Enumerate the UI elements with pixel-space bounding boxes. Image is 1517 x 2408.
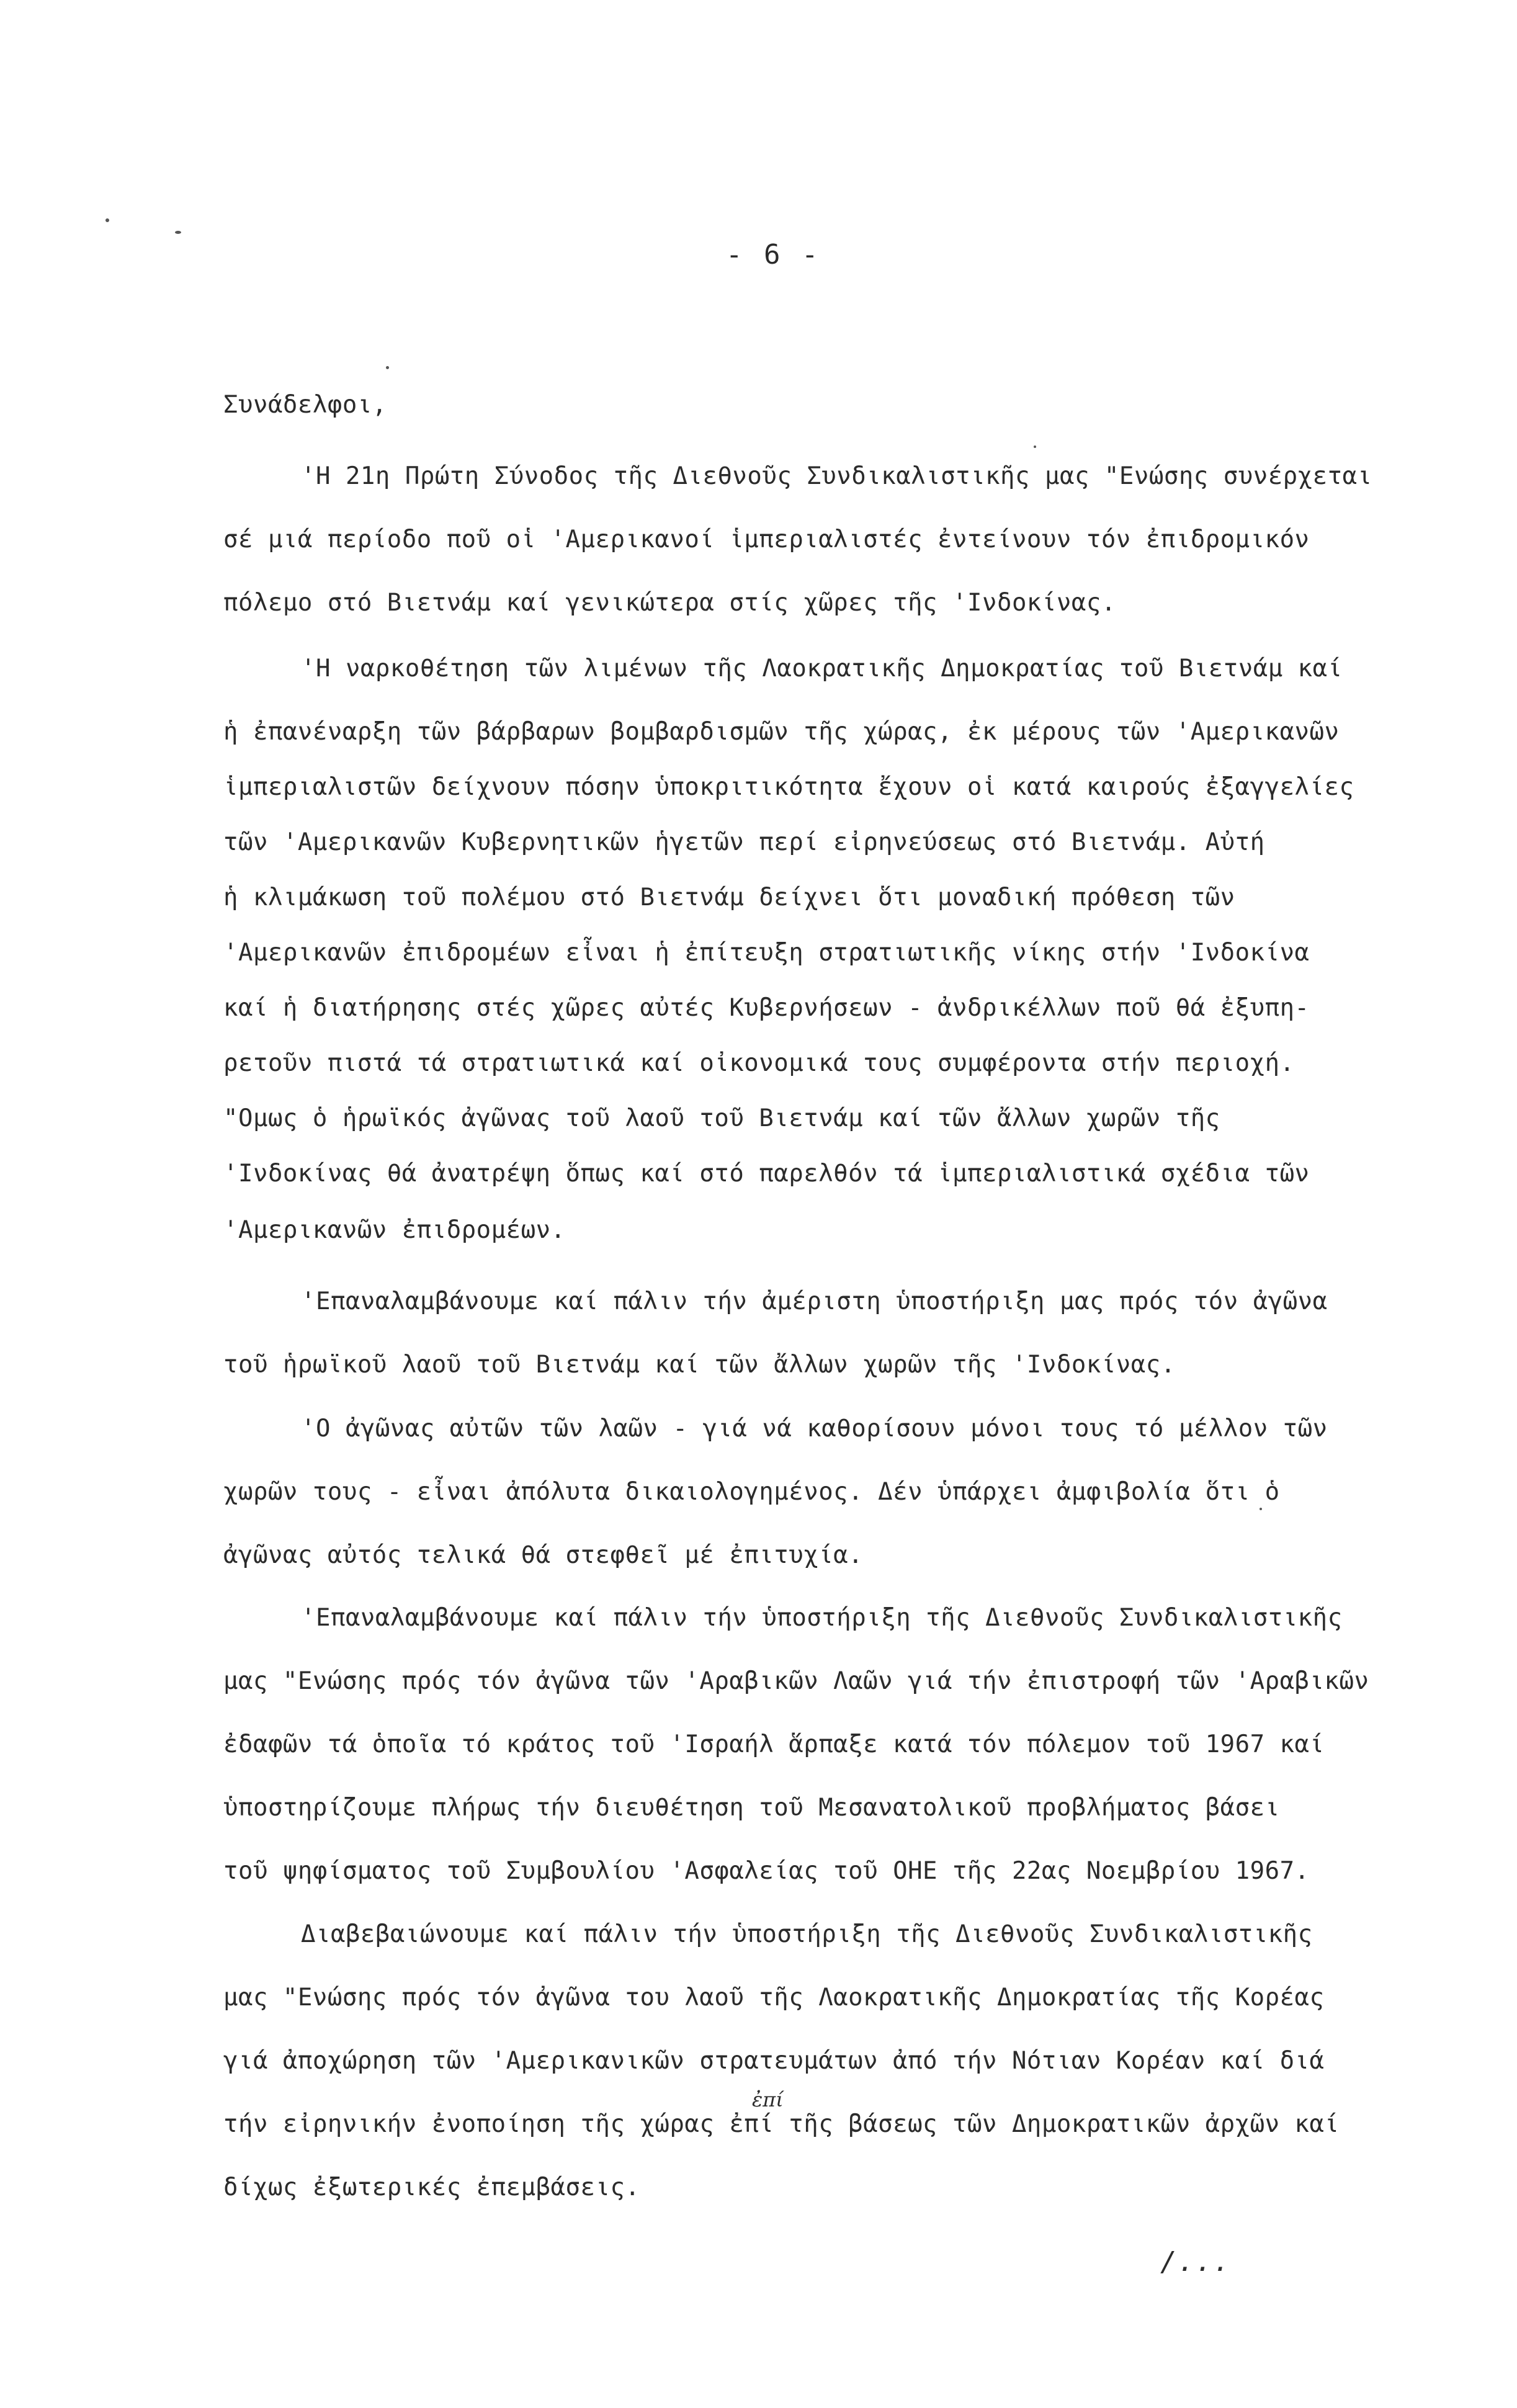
scan-speck [1034, 445, 1036, 448]
paragraph-5-line-1: 'Επαναλαμβάνουμε καί πάλιν τήν ὑποστήριξη τῆς Διεθνοῦς Συνδικαλιστικῆς [301, 1604, 1343, 1632]
paragraph-6-line-1: Διαβεβαιώνουμε καί πάλιν τήν ὑποστήριξη τῆς Διεθνοῦς Συνδικαλιστικῆς [301, 1920, 1313, 1948]
paragraph-3-line-1: 'Επαναλαμβάνουμε καί πάλιν τήν ἀμέριστη ὑποστήριξη μας πρός τόν ἀγῶνα [301, 1287, 1328, 1315]
salutation: Συνάδελφοι, [223, 391, 387, 419]
paragraph-2-line-6: 'Αμερικανῶν ἐπιδρομέων εἶναι ἡ ἐπίτευξη στρατιωτικῆς νίκης στήν 'Ινδοκίνα [223, 939, 1310, 967]
scan-speck [1260, 1508, 1262, 1510]
paragraph-1-line-1: 'Η 21η Πρώτη Σύνοδος τῆς Διεθνοῦς Συνδικαλιστικῆς μας "Ενώσης συνέρχεται [301, 462, 1372, 490]
paragraph-3-line-2: τοῦ ἡρωϊκοῦ λαοῦ τοῦ Βιετνάμ καί τῶν ἄλλων χωρῶν τῆς 'Ινδοκίνας. [223, 1351, 1176, 1379]
paragraph-5-line-5: τοῦ ψηφίσματος τοῦ Συμβουλίου 'Ασφαλείας τοῦ ΟΗΕ τῆς 22ας Νοεμβρίου 1967. [223, 1857, 1310, 1885]
paragraph-6-line-5: δίχως ἐξωτερικές ἐπεμβάσεις. [223, 2173, 640, 2201]
paragraph-5-line-4: ὑποστηρίζουμε πλήρως τήν διευθέτηση τοῦ Μεσανατολικοῦ προβλήματος βάσει [223, 1794, 1280, 1822]
paragraph-4-line-1: 'Ο ἀγῶνας αὐτῶν τῶν λαῶν - γιά νά καθορίσουν μόνοι τους τό μέλλον τῶν [301, 1415, 1328, 1443]
paragraph-1-line-3: πόλεμο στό Βιετνάμ καί γενικώτερα στίς χῶρες τῆς 'Ινδοκίνας. [223, 589, 1116, 617]
paragraph-2-line-3: ἱμπεριαλιστῶν δείχνουν πόσην ὑποκριτικότητα ἔχουν οἱ κατά καιρούς ἐξαγγελίες [223, 773, 1354, 801]
paragraph-2-line-10: 'Ινδοκίνας θά ἀνατρέψη ὅπως καί στό παρελθόν τά ἱμπεριαλιστικά σχέδια τῶν [223, 1160, 1310, 1188]
paragraph-2-line-9: "Ομως ὁ ἡρωϊκός ἀγῶνας τοῦ λαοῦ τοῦ Βιετνάμ καί τῶν ἄλλων χωρῶν τῆς [223, 1104, 1220, 1132]
paragraph-2-line-2: ἡ ἐπανέναρξη τῶν βάρβαρων βομβαρδισμῶν τῆς χώρας, ἐκ μέρους τῶν 'Αμερικανῶν [223, 718, 1340, 746]
paragraph-5-line-3: ἐδαφῶν τά ὁποῖα τό κράτος τοῦ 'Ισραήλ ἅρπαξε κατά τόν πόλεμον τοῦ 1967 καί [223, 1730, 1325, 1758]
continuation-mark: /... [1160, 2246, 1231, 2278]
paragraph-5-line-2: μας "Ενώσης πρός τόν ἀγῶνα τῶν 'Αραβικῶν Λαῶν γιά τήν ἐπιστροφή τῶν 'Αραβικῶν [223, 1667, 1369, 1695]
paragraph-2-line-1: 'Η ναρκοθέτηση τῶν λιμένων τῆς Λαοκρατικῆς Δημοκρατίας τοῦ Βιετνάμ καί [301, 655, 1343, 683]
paragraph-6-line-2: μας "Ενώσης πρός τόν ἀγῶνα του λαοῦ τῆς Λαοκρατικῆς Δημοκρατίας τῆς Κορέας [223, 1984, 1325, 2012]
page-number: - 6 - [726, 239, 821, 271]
paragraph-2-line-7: καί ἡ διατήρησης στές χῶρες αὐτές Κυβερνήσεων - ἀνδρικέλλων ποῦ θά ἐξυπη- [223, 994, 1310, 1022]
paragraph-4-line-2: χωρῶν τους - εἶναι ἀπόλυτα δικαιολογημένος. Δέν ὑπάρχει ἀμφιβολία ὅτι ὁ [223, 1478, 1280, 1506]
scan-speck [105, 218, 109, 222]
paragraph-2-line-4: τῶν 'Αμερικανῶν Κυβερνητικῶν ἡγετῶν περί εἰρηνεύσεως στό Βιετνάμ. Αὐτή [223, 828, 1265, 856]
paragraph-2-line-5: ἡ κλιμάκωση τοῦ πολέμου στό Βιετνάμ δείχνει ὅτι μοναδική πρόθεση τῶν [223, 884, 1235, 911]
paragraph-2-line-11: 'Αμερικανῶν ἐπιδρομέων. [223, 1216, 566, 1244]
handwritten-insertion: ἐπί [752, 2088, 784, 2111]
paragraph-1-line-2: σέ μιά περίοδο ποῦ οἱ 'Αμερικανοί ἱμπεριαλιστές ἐντείνουν τόν ἐπιδρομικόν [223, 526, 1310, 553]
scan-speck [386, 366, 389, 369]
paragraph-6-line-3: γιά ἀποχώρηση τῶν 'Αμερικανικῶν στρατευμάτων ἀπό τήν Νότιαν Κορέαν καί διά [223, 2047, 1325, 2075]
paragraph-2-line-8: ρετοῦν πιστά τά στρατιωτικά καί οἰκονομικά τους συμφέροντα στήν περιοχή. [223, 1049, 1295, 1077]
paragraph-4-line-3: ἀγῶνας αὐτός τελικά θά στεφθεῖ μέ ἐπιτυχία. [223, 1541, 864, 1569]
scan-speck [175, 231, 181, 234]
paragraph-6-line-4: τήν εἰρηνικήν ἐνοποίηση τῆς χώρας ἐπί τῆς βάσεως τῶν Δημοκρατικῶν ἀρχῶν καί [223, 2110, 1340, 2138]
